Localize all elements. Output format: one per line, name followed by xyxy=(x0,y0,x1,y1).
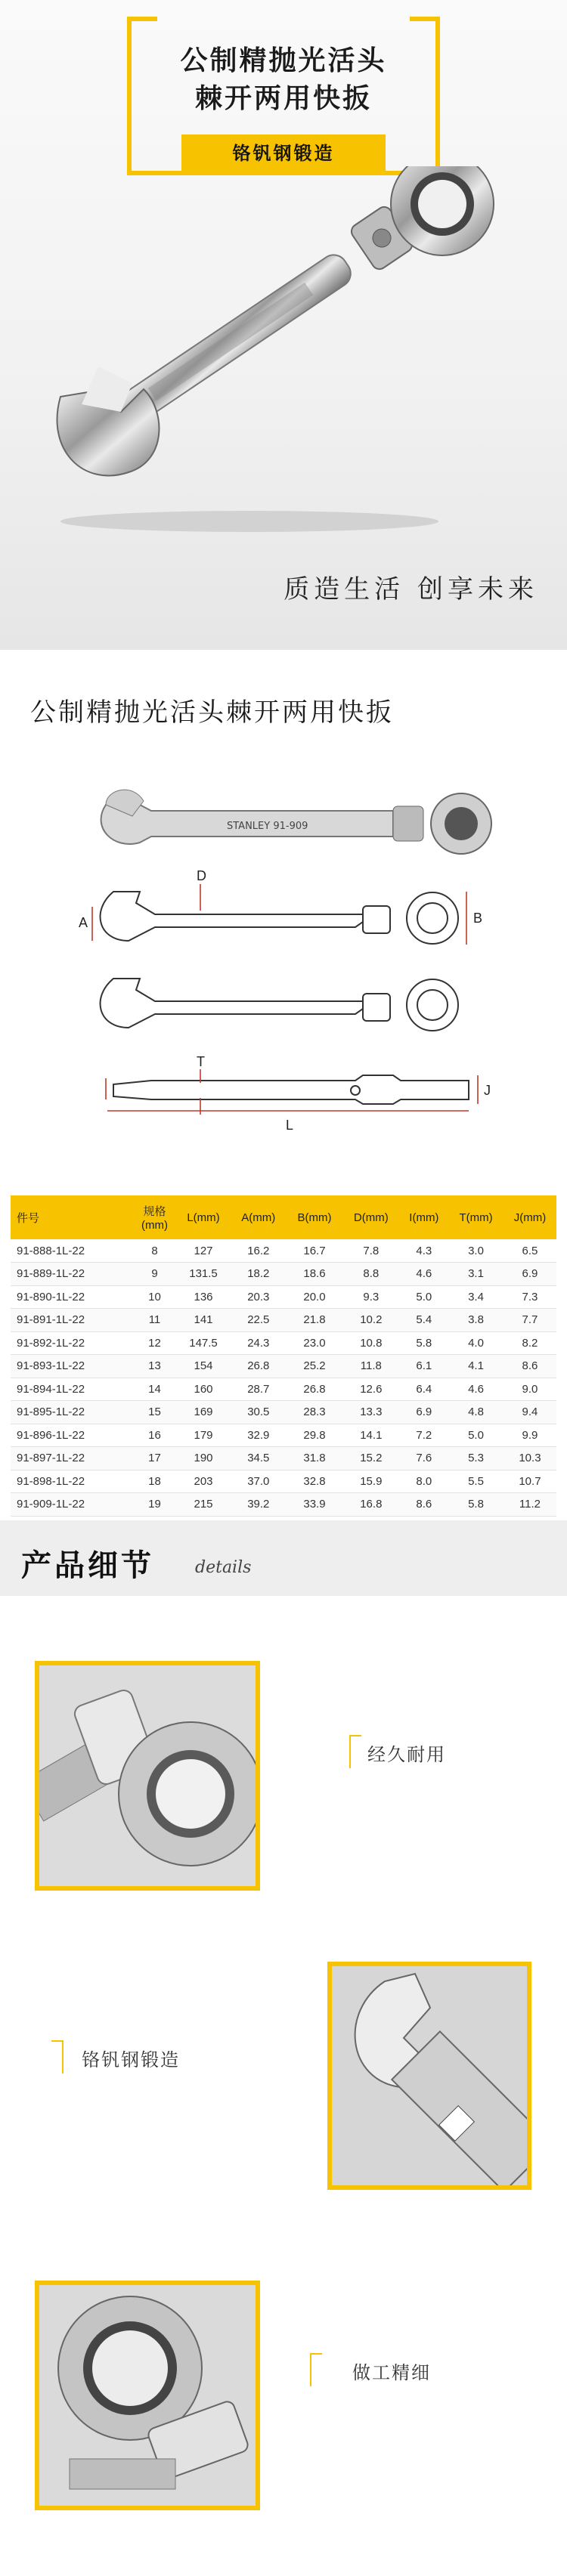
detail-2-label: 铬钒钢锻造 xyxy=(82,2049,180,2070)
table-cell: 7.8 xyxy=(342,1239,400,1263)
table-cell: 28.7 xyxy=(231,1378,287,1401)
spec-header-cell: 规格 (mm) xyxy=(141,1205,168,1232)
table-cell: 4.6 xyxy=(400,1263,449,1286)
dim-label-t: T xyxy=(197,1054,205,1069)
table-cell: 18.2 xyxy=(231,1263,287,1286)
table-row xyxy=(11,1378,556,1401)
table-cell: 136 xyxy=(176,1285,230,1309)
table-cell: 18.6 xyxy=(287,1263,342,1286)
table-cell: 203 xyxy=(176,1470,230,1493)
table-cell: 8.2 xyxy=(503,1331,556,1355)
table-cell: 9.4 xyxy=(503,1401,556,1424)
table-cell: 5.8 xyxy=(400,1331,449,1355)
dim-label-b: B xyxy=(473,911,483,926)
table-cell: 91-894-1L-22 xyxy=(11,1378,133,1401)
table-cell: 17 xyxy=(133,1447,177,1470)
hero-wrench-image xyxy=(0,166,567,559)
table-cell: 14 xyxy=(133,1378,177,1401)
table-cell: 13.3 xyxy=(342,1401,400,1424)
table-cell: 9 xyxy=(133,1263,177,1286)
table-cell: 16.2 xyxy=(231,1239,287,1263)
table-row xyxy=(11,1447,556,1470)
table-cell: 91-909-1L-22 xyxy=(11,1493,133,1517)
table-row xyxy=(11,1424,556,1447)
table-cell: 20.0 xyxy=(287,1285,342,1309)
table-cell: 5.3 xyxy=(448,1447,503,1470)
table-cell: 29.8 xyxy=(287,1424,342,1447)
table-cell: 4.0 xyxy=(448,1331,503,1355)
table-cell: 91-896-1L-22 xyxy=(11,1424,133,1447)
table-cell: 4.3 xyxy=(400,1239,449,1263)
detail-1-label: 经久耐用 xyxy=(367,1744,446,1765)
spec-table xyxy=(11,1195,556,1517)
table-cell: 28.3 xyxy=(287,1401,342,1424)
table-row xyxy=(11,1401,556,1424)
table-cell: 37.0 xyxy=(231,1470,287,1493)
table-cell: 16.7 xyxy=(287,1239,342,1263)
table-cell: 12 xyxy=(133,1331,177,1355)
table-cell: 10.7 xyxy=(503,1470,556,1493)
table-cell: 16 xyxy=(133,1424,177,1447)
material-badge: 铬钒钢锻造 xyxy=(181,135,386,172)
table-cell: 8.6 xyxy=(400,1493,449,1517)
table-row xyxy=(11,1493,556,1517)
spec-header-cell: I(mm) xyxy=(409,1211,439,1224)
spec-header-cell: L(mm) xyxy=(187,1211,220,1224)
details-subtitle: details xyxy=(195,1558,252,1577)
table-cell: 4.6 xyxy=(448,1378,503,1401)
table-cell: 6.1 xyxy=(400,1355,449,1378)
spec-header-cell: 件号 xyxy=(17,1211,40,1225)
dim-label-j: J xyxy=(484,1083,491,1098)
table-cell: 13 xyxy=(133,1355,177,1378)
table-cell: 3.4 xyxy=(448,1285,503,1309)
table-cell: 91-895-1L-22 xyxy=(11,1401,133,1424)
table-cell: 6.4 xyxy=(400,1378,449,1401)
table-cell: 11.8 xyxy=(342,1355,400,1378)
spec-header-cell: T(mm) xyxy=(459,1211,493,1224)
table-row xyxy=(11,1331,556,1355)
table-row xyxy=(11,1309,556,1332)
spec-header-cell: D(mm) xyxy=(353,1211,389,1224)
table-cell: 8.6 xyxy=(503,1355,556,1378)
table-cell: 10 xyxy=(133,1285,177,1309)
table-cell: 4.8 xyxy=(448,1401,503,1424)
table-cell: 8.0 xyxy=(400,1470,449,1493)
table-cell: 3.0 xyxy=(448,1239,503,1263)
table-cell: 18 xyxy=(133,1470,177,1493)
wrench-photo-text: STANLEY 91-909 xyxy=(227,821,308,832)
spec-header-cell: J(mm) xyxy=(513,1211,547,1224)
table-cell: 19 xyxy=(133,1493,177,1517)
wrench-photo xyxy=(101,790,491,854)
detail-photo-openend xyxy=(327,1962,531,2190)
table-cell: 7.6 xyxy=(400,1447,449,1470)
table-cell: 6.9 xyxy=(400,1401,449,1424)
table-cell: 91-890-1L-22 xyxy=(11,1285,133,1309)
hero-banner xyxy=(0,0,567,650)
table-cell: 5.4 xyxy=(400,1309,449,1332)
table-row xyxy=(11,1263,556,1286)
table-cell: 32.9 xyxy=(231,1424,287,1447)
table-cell: 15 xyxy=(133,1401,177,1424)
table-cell: 160 xyxy=(176,1378,230,1401)
table-cell: 5.8 xyxy=(448,1493,503,1517)
table-cell: 7.2 xyxy=(400,1424,449,1447)
details-title: 产品细节 xyxy=(21,1548,154,1583)
table-cell: 91-898-1L-22 xyxy=(11,1470,133,1493)
table-cell: 20.3 xyxy=(231,1285,287,1309)
table-cell: 11 xyxy=(133,1309,177,1332)
table-cell: 15.9 xyxy=(342,1470,400,1493)
table-cell: 131.5 xyxy=(176,1263,230,1286)
table-cell: 4.1 xyxy=(448,1355,503,1378)
table-cell: 154 xyxy=(176,1355,230,1378)
table-cell: 179 xyxy=(176,1424,230,1447)
detail-photo-ring xyxy=(35,2281,260,2510)
table-row xyxy=(11,1470,556,1493)
table-cell: 91-891-1L-22 xyxy=(11,1309,133,1332)
table-cell: 9.9 xyxy=(503,1424,556,1447)
table-cell: 8.8 xyxy=(342,1263,400,1286)
dim-label-l: L xyxy=(286,1118,294,1133)
detail-3-bracket xyxy=(310,2353,322,2386)
table-cell: 15.2 xyxy=(342,1447,400,1470)
table-cell: 91-888-1L-22 xyxy=(11,1239,133,1263)
table-cell: 215 xyxy=(176,1493,230,1517)
table-cell: 91-889-1L-22 xyxy=(11,1263,133,1286)
table-cell: 9.3 xyxy=(342,1285,400,1309)
table-cell: 26.8 xyxy=(231,1355,287,1378)
spec-header-cell: A(mm) xyxy=(241,1211,276,1224)
table-cell: 9.0 xyxy=(503,1378,556,1401)
table-cell: 26.8 xyxy=(287,1378,342,1401)
table-cell: 127 xyxy=(176,1239,230,1263)
table-cell: 5.0 xyxy=(400,1285,449,1309)
detail-3-label: 做工精细 xyxy=(352,2362,431,2383)
table-cell: 5.0 xyxy=(448,1424,503,1447)
table-cell: 6.5 xyxy=(503,1239,556,1263)
spec-section-title: 公制精抛光活头棘开两用快扳 xyxy=(30,697,394,728)
table-row xyxy=(11,1355,556,1378)
table-cell: 91-892-1L-22 xyxy=(11,1331,133,1355)
table-cell: 91-893-1L-22 xyxy=(11,1355,133,1378)
table-cell: 3.8 xyxy=(448,1309,503,1332)
table-cell: 22.5 xyxy=(231,1309,287,1332)
table-cell: 32.8 xyxy=(287,1470,342,1493)
table-cell: 10.3 xyxy=(503,1447,556,1470)
spec-header-cell: B(mm) xyxy=(297,1211,332,1224)
hero-title-line2: 棘开两用快扳 xyxy=(194,83,372,114)
table-row xyxy=(11,1285,556,1309)
detail-1-bracket xyxy=(349,1735,361,1768)
dimension-diagram xyxy=(0,737,567,1190)
detail-2-bracket xyxy=(51,2040,64,2073)
dim-label-a: A xyxy=(79,915,88,930)
spec-table-header xyxy=(11,1195,556,1239)
table-row xyxy=(11,1239,556,1263)
table-cell: 39.2 xyxy=(231,1493,287,1517)
hero-title-line1: 公制精抛光活头 xyxy=(180,45,387,76)
table-cell: 23.0 xyxy=(287,1331,342,1355)
table-cell: 10.8 xyxy=(342,1331,400,1355)
table-cell: 190 xyxy=(176,1447,230,1470)
table-cell: 5.5 xyxy=(448,1470,503,1493)
table-cell: 24.3 xyxy=(231,1331,287,1355)
brand-slogan: 质造生活 创享未来 xyxy=(284,574,538,605)
table-cell: 7.7 xyxy=(503,1309,556,1332)
table-cell: 169 xyxy=(176,1401,230,1424)
table-cell: 147.5 xyxy=(176,1331,230,1355)
table-cell: 11.2 xyxy=(503,1493,556,1517)
table-cell: 10.2 xyxy=(342,1309,400,1332)
table-cell: 34.5 xyxy=(231,1447,287,1470)
table-cell: 33.9 xyxy=(287,1493,342,1517)
dim-label-d: D xyxy=(197,868,206,883)
detail-photo-hinge xyxy=(35,1661,260,1891)
table-cell: 3.1 xyxy=(448,1263,503,1286)
details-header xyxy=(0,1520,567,1596)
table-cell: 30.5 xyxy=(231,1401,287,1424)
table-cell: 12.6 xyxy=(342,1378,400,1401)
table-cell: 7.3 xyxy=(503,1285,556,1309)
table-cell: 16.8 xyxy=(342,1493,400,1517)
table-cell: 31.8 xyxy=(287,1447,342,1470)
table-cell: 91-897-1L-22 xyxy=(11,1447,133,1470)
table-cell: 14.1 xyxy=(342,1424,400,1447)
table-cell: 21.8 xyxy=(287,1309,342,1332)
spec-table-body xyxy=(11,1239,556,1516)
table-cell: 141 xyxy=(176,1309,230,1332)
table-cell: 25.2 xyxy=(287,1355,342,1378)
table-cell: 6.9 xyxy=(503,1263,556,1286)
table-cell: 8 xyxy=(133,1239,177,1263)
